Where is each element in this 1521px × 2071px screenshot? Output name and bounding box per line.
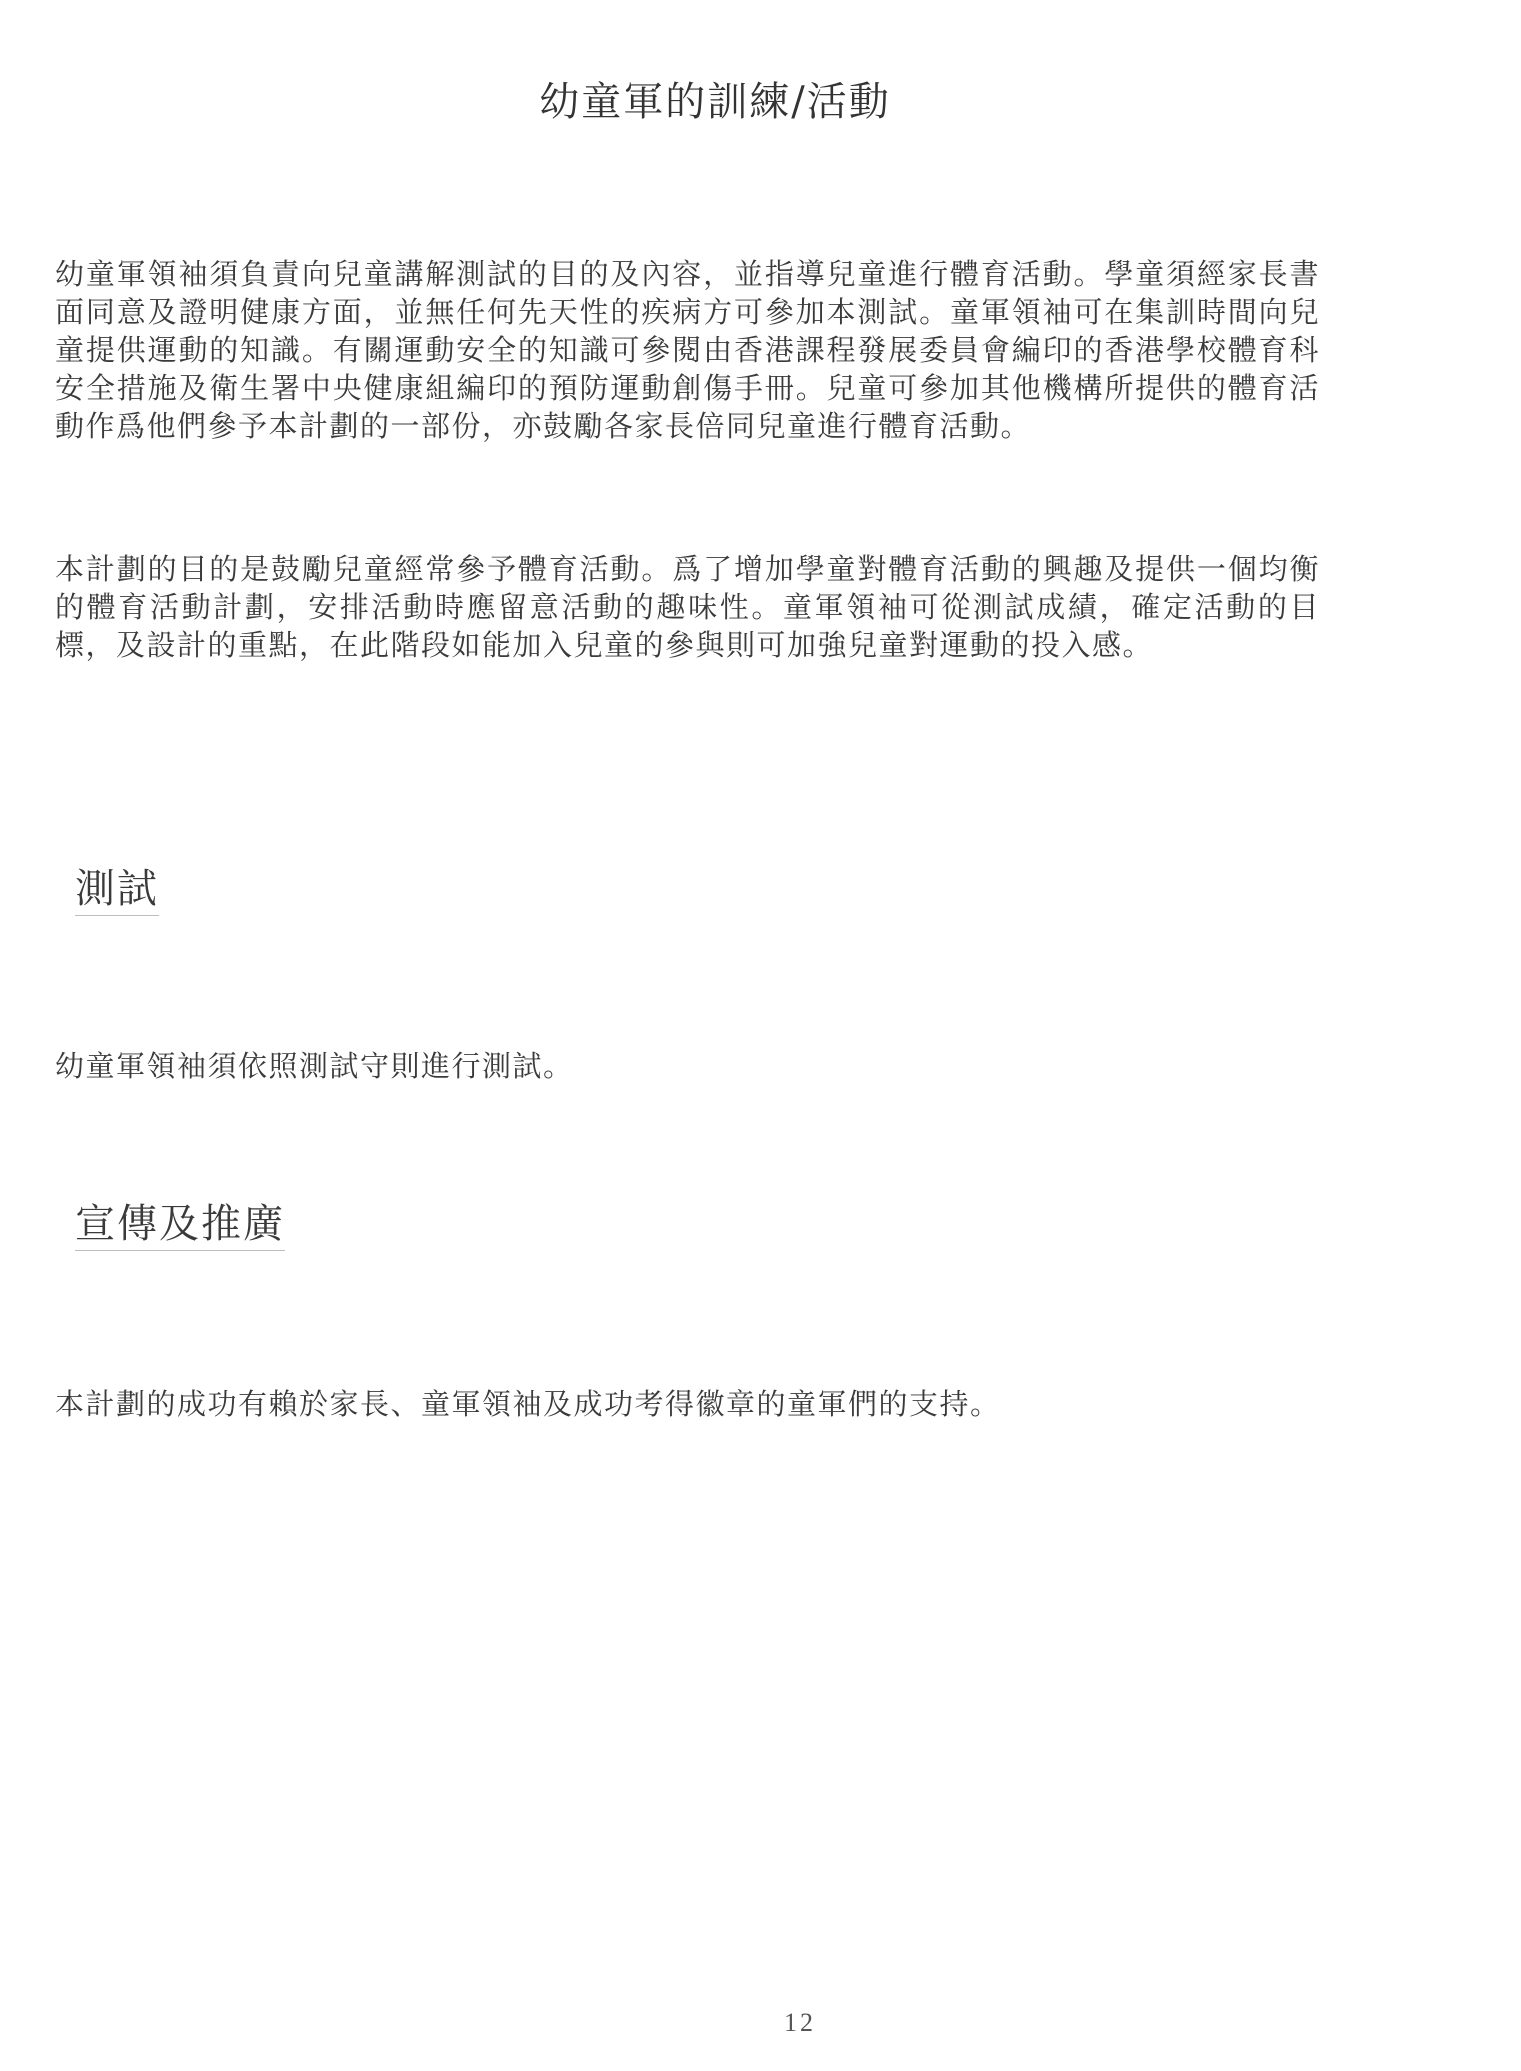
section-heading-promotion: 宣傳及推廣	[75, 1200, 285, 1251]
page-number: 12	[784, 2008, 816, 2037]
page-title: 幼童軍的訓練/活動	[539, 79, 891, 125]
section-heading-test: 測試	[75, 865, 159, 916]
objective-paragraph: 本計劃的目的是鼓勵兒童經常參予體育活動。爲了增加學童對體育活動的興趣及提供一個均衡的體育活動計劃，安排活動時應留意活動的趣味性。童軍領袖可從測試成績，確定活動的目標，及設計的重點，在此階段如能加入兒童的參與則可加強兒童對運動的投入感。	[55, 552, 1320, 662]
section-body-test: 幼童軍領袖須依照測試守則進行測試。	[55, 1049, 574, 1083]
section-body-promotion: 本計劃的成功有賴於家長、童軍領袖及成功考得徽章的童軍們的支持。	[55, 1387, 1001, 1421]
intro-paragraph: 幼童軍領袖須負責向兒童講解測試的目的及內容，並指導兒童進行體育活動。學童須經家長書面同意及證明健康方面，並無任何先天性的疾病方可參加本測試。童軍領袖可在集訓時間向兒童提供運動的知識。有關運動安全的知識可參閱由香港課程發展委員會編印的香港學校體育科安全措施及衛生署中央健康組編印的預防運動創傷手冊。兒童可參加其他機構所提供的體育活動作爲他們參予本計劃的一部份，亦鼓勵各家長倍同兒童進行體育活動。	[55, 257, 1320, 443]
